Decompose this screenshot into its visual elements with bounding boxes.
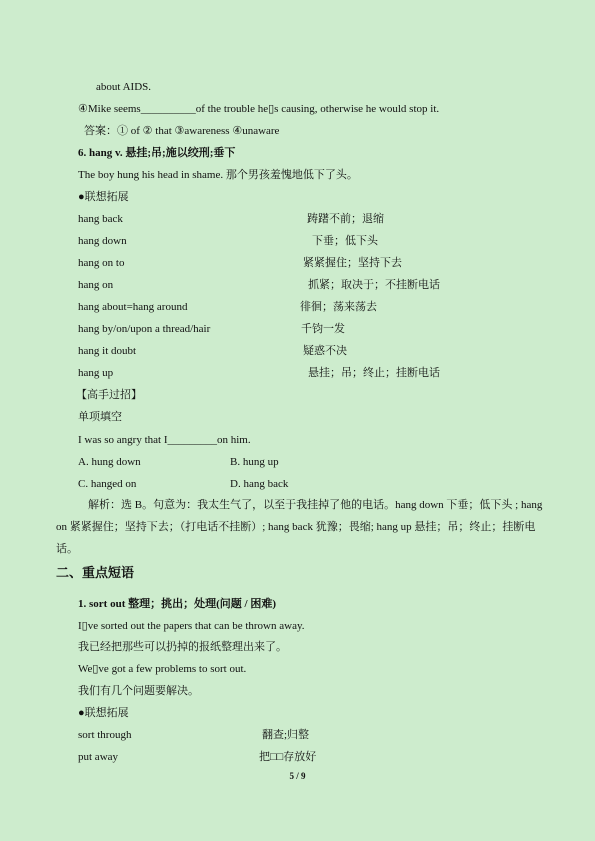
option-d: D. hang back <box>230 478 289 490</box>
answer-line: 答案：① of ② that ③awareness ④unaware <box>84 125 280 137</box>
example-sentence-en: We▯ve got a few problems to sort out. <box>78 663 247 675</box>
phrase-term: hang back <box>78 213 123 225</box>
phrase-meaning: 下垂；低下头 <box>312 235 378 247</box>
expand-label: ●联想拓展 <box>78 707 129 719</box>
phrase-term: hang up <box>78 367 114 379</box>
option-b: B. hung up <box>230 456 279 468</box>
page-number: 5 / 9 <box>289 771 306 781</box>
example-sentence-en: I▯ve sorted out the papers that can be thrown away. <box>78 620 305 632</box>
practice-type: 单项填空 <box>78 411 122 423</box>
phrase-term: hang it doubt <box>78 345 137 357</box>
question-line: ④Mike seems__________of the trouble he▯s causing, otherwise he would stop it. <box>78 103 440 115</box>
practice-title: 【高手过招】 <box>76 389 142 401</box>
phrase-meaning: 翻查;归整 <box>262 729 310 741</box>
option-c: C. hanged on <box>78 478 137 490</box>
phrase-term: hang about=hang around <box>78 301 188 313</box>
example-sentence: The boy hung his head in shame. 那个男孩羞愧地低下了头。 <box>78 169 358 181</box>
entry-heading: 1. sort out 整理；挑出；处理(问题 / 困难) <box>78 598 276 610</box>
phrase-meaning: 抓紧；取决于；不挂断电话 <box>308 279 440 291</box>
phrase-meaning: 踌躇不前；退缩 <box>307 213 384 225</box>
phrase-term: hang by/on/upon a thread/hair <box>78 323 211 335</box>
example-sentence-zh: 我们有几个问题要解决。 <box>78 685 199 697</box>
example-sentence-zh: 我已经把那些可以扔掉的报纸整理出来了。 <box>78 641 287 653</box>
phrase-meaning: 徘徊；荡来荡去 <box>300 301 377 313</box>
phrase-term: put away <box>78 751 119 763</box>
section-title: 二、重点短语 <box>56 565 135 580</box>
text-line: about AIDS. <box>96 81 151 93</box>
practice-question: I was so angry that I_________on him. <box>78 434 251 446</box>
entry-heading: 6. hang v. 悬挂;吊;施以绞刑;垂下 <box>78 147 236 159</box>
option-a: A. hung down <box>78 456 141 468</box>
phrase-meaning: 悬挂；吊；终止；挂断电话 <box>308 367 440 379</box>
phrase-term: sort through <box>78 729 132 741</box>
phrase-meaning: 把□□存放好 <box>259 751 317 763</box>
phrase-meaning: 疑惑不决 <box>303 345 347 357</box>
phrase-meaning: 紧紧握住；坚持下去 <box>303 257 402 269</box>
phrase-term: hang on to <box>78 257 125 269</box>
phrase-term: hang on <box>78 279 114 291</box>
phrase-meaning: 千钧一发 <box>301 323 345 335</box>
phrase-term: hang down <box>78 235 127 247</box>
expand-label: ●联想拓展 <box>78 191 129 203</box>
analysis-paragraph: 解析：选 B。句意为：我太生气了，以至于我挂掉了他的电话。hang down 下垂；低下头 ; hang on 紧紧握住；坚持下去；（打电话不挂断）; hang back 犹豫；畏缩; hang up 悬挂；吊；终止；挂断电话。 <box>56 499 543 555</box>
